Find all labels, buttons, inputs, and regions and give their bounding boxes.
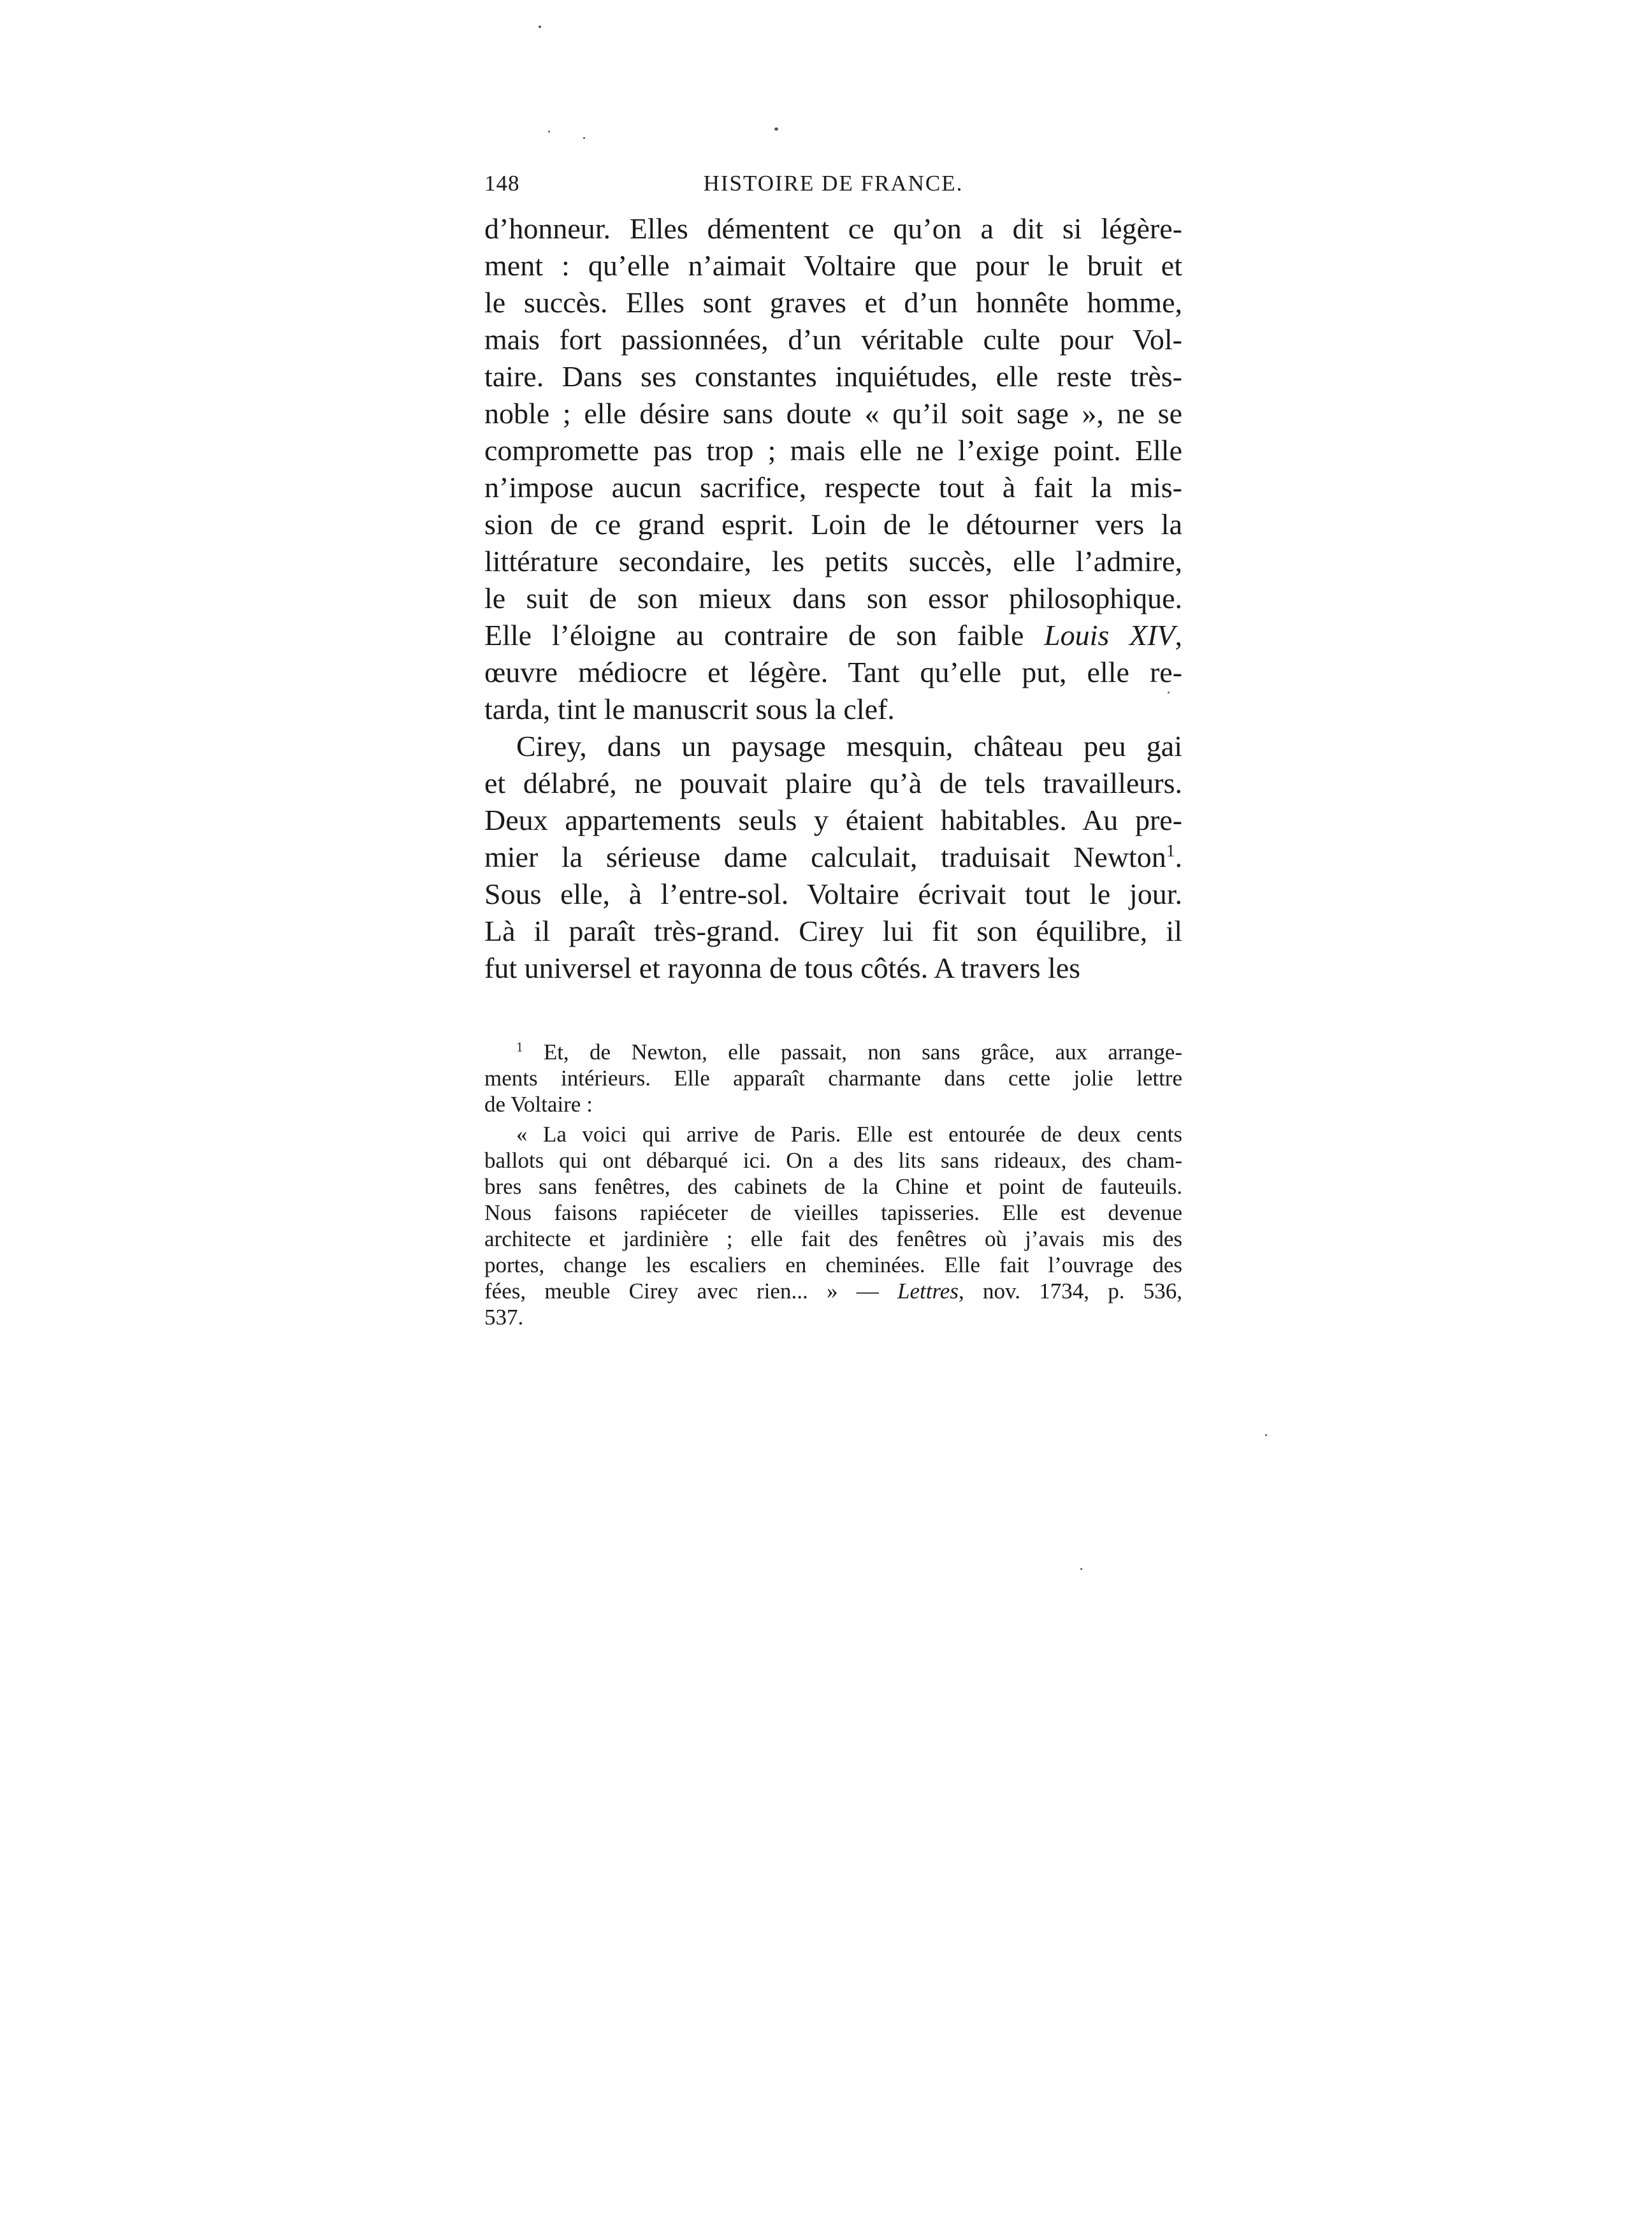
text-line: le succès. Elles sont graves et d’un honnête homme, xyxy=(484,286,1182,319)
footnote-line: bres sans fenêtres, des cabinets de la Chine et point de fauteuils. xyxy=(484,1174,1182,1199)
footnote-line xyxy=(484,1039,1182,1065)
footnote xyxy=(484,1039,1182,1330)
text-line xyxy=(484,617,1182,654)
footnote-line: « La voici qui arrive de Paris. Elle est entourée de deux cents xyxy=(516,1122,1182,1147)
footnote-reference: 1 xyxy=(1166,840,1175,860)
text-line: mais fort passionnées, d’un véritable culte pour Vol- xyxy=(484,323,1182,356)
text-run: , nov. 1734, p. 536, xyxy=(958,1279,1182,1303)
footnote-line: ballots qui ont débarqué ici. On a des lits sans rideaux, des cham- xyxy=(484,1148,1182,1173)
footnote-line: ments intérieurs. Elle apparaît charmante dans cette jolie lettre xyxy=(484,1066,1182,1091)
book-title-lettres: Lettres xyxy=(897,1279,959,1303)
scan-speck xyxy=(583,137,585,139)
text-line: littérature secondaire, les petits succès, elle l’admire, xyxy=(484,545,1182,577)
text-line: Deux appartements seuls y étaient habitables. Au pre- xyxy=(484,804,1182,836)
text-line: d’honneur. Elles démentent ce qu’on a dit si légère- xyxy=(484,212,1182,245)
text-run: . xyxy=(1175,841,1182,873)
footnote-line: de Voltaire : xyxy=(484,1092,593,1117)
text-line: œuvre médiocre et légère. Tant qu’elle put, elle re- xyxy=(484,656,1182,688)
scan-speck xyxy=(1080,1568,1082,1570)
text-line: n’impose aucun sacrifice, respecte tout à fait la mis- xyxy=(484,471,1182,504)
text-line: fut universel et rayonna de tous côtés. A travers les xyxy=(484,952,1081,984)
text-run: , xyxy=(1175,619,1182,651)
text-line: ment : qu’elle n’aimait Voltaire que pour le bruit et xyxy=(484,249,1182,282)
text-line xyxy=(484,839,1182,876)
text-run: fées, meuble Cirey avec rien... » — xyxy=(484,1279,898,1303)
footnote-marker: 1 xyxy=(516,1039,523,1055)
footnote-line: Nous faisons rapiéceter de vieilles tapisseries. Elle est devenue xyxy=(484,1200,1182,1225)
footnote-line: architecte et jardinière ; elle fait des fenêtres où j’avais mis des xyxy=(484,1226,1182,1251)
footnote-line: 537. xyxy=(484,1305,524,1330)
running-title: HISTOIRE DE FRANCE. xyxy=(703,171,964,196)
page-number: 148 xyxy=(484,171,520,196)
footnote-line xyxy=(484,1278,1182,1304)
text-line: compromette pas trop ; mais elle ne l’exige point. Elle xyxy=(484,434,1182,467)
text-line: Sous elle, à l’entre-sol. Voltaire écrivait tout le jour. xyxy=(484,878,1182,910)
text-run: Et, de Newton, elle passait, non sans grâce, aux arrange- xyxy=(543,1040,1182,1064)
text-line: tarda, tint le manuscrit sous la clef. xyxy=(484,693,895,725)
text-line: sion de ce grand esprit. Loin de le détourner vers la xyxy=(484,508,1182,541)
text-line: le suit de son mieux dans son essor philosophique. xyxy=(484,582,1182,614)
text-line: Cirey, dans un paysage mesquin, château peu gai xyxy=(516,730,1182,762)
text-line: Là il paraît très-grand. Cirey lui fit son équilibre, il xyxy=(484,915,1182,947)
body-text xyxy=(484,210,1182,987)
book-title-louis-xiv: Louis XIV xyxy=(1044,619,1175,651)
text-line: noble ; elle désire sans doute « qu’il soit sage », ne se xyxy=(484,397,1182,430)
scan-speck xyxy=(548,131,550,133)
scan-speck xyxy=(539,25,541,28)
scan-speck xyxy=(1265,1434,1267,1436)
text-run: Elle l’éloigne au contraire de son faible xyxy=(484,619,1045,651)
text-line: taire. Dans ses constantes inquiétudes, elle reste très- xyxy=(484,360,1182,393)
scan-speck xyxy=(774,127,778,131)
footnote-line: portes, change les escaliers en cheminées. Elle fait l’ouvrage des xyxy=(484,1252,1182,1277)
text-run: mier la sérieuse dame calculait, traduisait Newton xyxy=(484,841,1166,873)
text-line: et délabré, ne pouvait plaire qu’à de tels travailleurs. xyxy=(484,767,1182,799)
running-header xyxy=(484,171,1182,209)
